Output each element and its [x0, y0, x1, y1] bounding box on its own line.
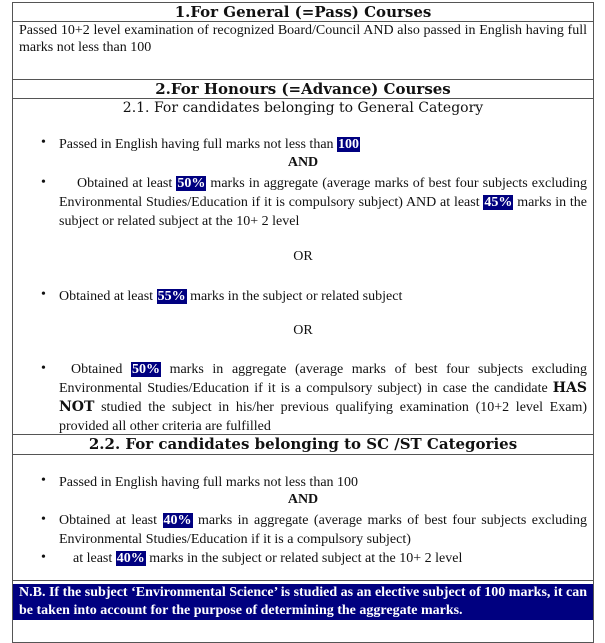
s-item-3 [73, 549, 587, 568]
bullet-icon: • [41, 473, 46, 488]
bullet-icon: • [41, 175, 46, 190]
text: marks in aggregate (average marks of best four subjects excluding Environmental Studies/Education if it is a compulsory subject) [59, 513, 587, 547]
and-label: AND [287, 155, 319, 170]
text: marks in the subject or related subject at the 10+ 2 level [145, 551, 463, 566]
g-item-1 [59, 135, 587, 154]
section2-2-title: 2.2. For candidates belonging to SC /ST Categories [13, 435, 593, 455]
s-item-2 [59, 511, 587, 549]
g-item-2 [59, 174, 587, 231]
bullet-icon: • [41, 287, 46, 302]
section2-title: 2.For Honours (=Advance) Courses [13, 80, 593, 99]
text: marks in aggregate (average marks of best four subjects excluding Environmental Studies/Education if it is compulsory subject) AND at least [59, 176, 587, 210]
highlight: 40% [116, 551, 145, 566]
text: Obtained at least [59, 513, 163, 528]
bullet-icon: • [41, 361, 46, 376]
g-item-3 [59, 287, 587, 306]
bullet-icon: • [41, 135, 46, 150]
text: Obtained at least [77, 176, 177, 191]
text: marks in the subject or related subject at the 10+ 2 level [59, 195, 587, 229]
bullet-icon: • [41, 550, 46, 565]
highlight: 50% [131, 362, 160, 377]
bullet-icon: • [41, 512, 46, 527]
section1-title: 1.For General (=Pass) Courses [13, 3, 593, 22]
highlight: 50% [177, 176, 206, 191]
or-label: OR [293, 249, 313, 264]
nb-row [13, 581, 593, 643]
section1-text: Passed 10+2 level examination of recognized Board/Council AND also passed in English having full marks not less than 100 [13, 22, 593, 80]
highlight: 45% [484, 195, 513, 210]
section2-1 [13, 99, 593, 435]
text: studied the subject in his/her previous qualifying examination (10+2 level Exam) provided all other criteria are fulfilled [59, 400, 587, 434]
highlight: 55% [157, 289, 186, 304]
and-label: AND [287, 492, 319, 507]
nb-note: N.B. If the subject ‘Environmental Science’ is studied as an elective subject of 100 marks, it can be taken into account for the purpose of determining the aggregate marks. [13, 584, 593, 620]
highlight: 40% [163, 513, 192, 528]
text: Obtained at least [59, 289, 157, 304]
text: at least [73, 551, 116, 566]
text: marks in aggregate (average marks of best four subjects excluding Environmental Studies/Education if it is a compulsory subject) in case the candidate [59, 362, 587, 396]
emphasis: HAS NOT [59, 380, 587, 415]
highlight: 100 [338, 137, 360, 152]
g-item-4 [59, 360, 587, 436]
text: Obtained [71, 362, 131, 377]
text: marks in the subject or related subject [186, 289, 403, 304]
s-item-1: Passed in English having full marks not less than 100 [59, 475, 359, 490]
text: Passed in English having full marks not less than [59, 137, 338, 152]
eligibility-table [12, 2, 594, 643]
section2-1-title: 2.1. For candidates belonging to General Category [122, 100, 484, 116]
or-label: OR [293, 323, 313, 338]
section2-2 [13, 455, 593, 581]
